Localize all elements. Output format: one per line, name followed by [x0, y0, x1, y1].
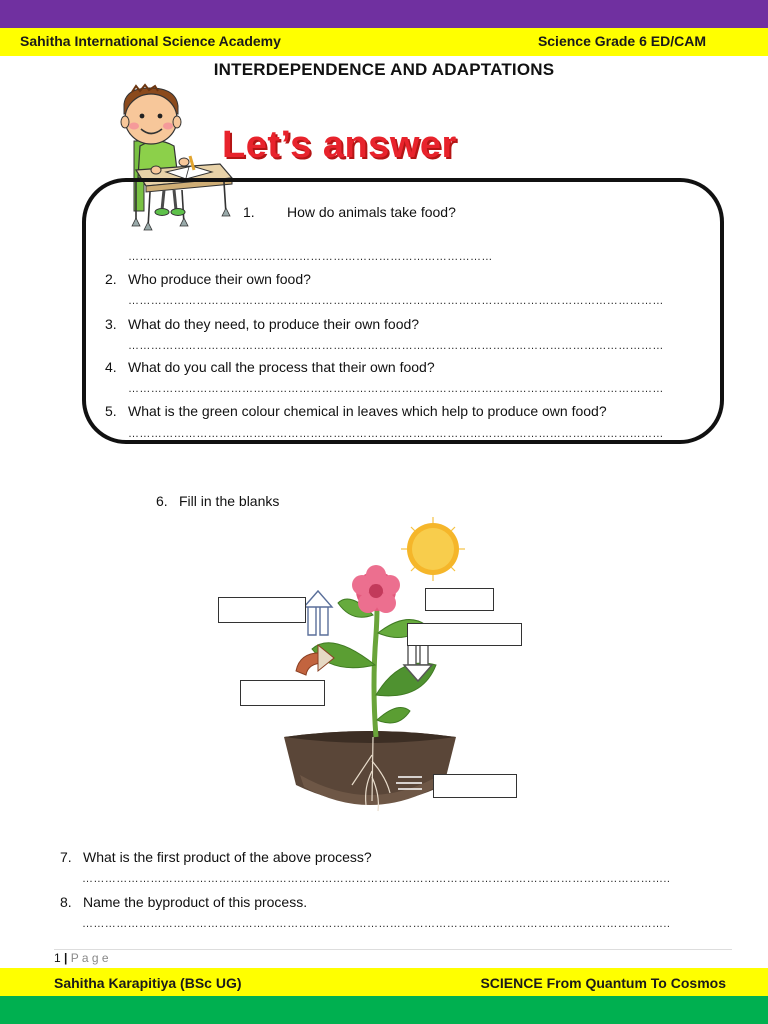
q6-number: 6. [156, 493, 168, 509]
soil-icon [284, 731, 456, 805]
q3-text: What do they need, to produce their own food? [128, 316, 420, 332]
footer-right-text: SCIENCE From Quantum To Cosmos [480, 975, 726, 991]
flower-icon [352, 565, 400, 613]
q4-answer-line[interactable]: …………………………………………………………………………………………………………………………… [128, 383, 664, 395]
blank-box-1[interactable] [218, 597, 306, 623]
up-arrow-icon [304, 591, 332, 635]
q6-text: Fill in the blanks [179, 493, 280, 509]
page-number-value: 1 [54, 951, 61, 965]
page-number [54, 951, 109, 965]
footer-left-text: Sahitha Karapitiya (BSc UG) [54, 975, 242, 991]
blank-box-2[interactable] [425, 588, 494, 611]
page-divider [54, 949, 732, 950]
q2-text: Who produce their own food? [128, 271, 311, 287]
bottom-green-bar [0, 996, 768, 1024]
q5-answer-line[interactable]: …………………………………………………………………………………………………………………………… [128, 428, 664, 440]
q1-text: How do animals take food? [287, 204, 456, 220]
q4-number: 4. [105, 359, 117, 375]
blank-box-4[interactable] [240, 680, 325, 706]
q2-answer-line[interactable]: …………………………………………………………………………………………………………………………… [128, 295, 664, 307]
q8-answer-line[interactable]: ……………………………………………………………………………………………………………………………………….. [82, 918, 671, 930]
q3-answer-line[interactable]: …………………………………………………………………………………………………………………………… [128, 340, 664, 352]
sun-icon [401, 517, 465, 581]
top-purple-bar [0, 0, 768, 28]
q7-answer-line[interactable]: ……………………………………………………………………………………………………………………………………….. [82, 873, 671, 885]
q1-answer-line[interactable]: …………………………………………………………………………………… [128, 251, 493, 263]
header-left-text: Sahitha International Science Academy [20, 33, 281, 49]
q5-text: What is the green colour chemical in leaves which help to produce own food? [128, 403, 607, 419]
q8-text: Name the byproduct of this process. [83, 894, 308, 910]
q7-text: What is the first product of the above process? [83, 849, 372, 865]
q1-number: 1. [243, 204, 255, 220]
header-right-text: Science Grade 6 ED/CAM [537, 33, 706, 49]
q3-number: 3. [105, 316, 117, 332]
lets-answer-banner: Let’s answer [222, 124, 457, 166]
blank-box-3[interactable] [407, 623, 522, 646]
page-title: INTERDEPENDENCE AND ADAPTATIONS [213, 60, 555, 79]
q5-number: 5. [105, 403, 117, 419]
q2-number: 2. [105, 271, 117, 287]
q7-number: 7. [60, 849, 72, 865]
page-separator: | [64, 951, 68, 965]
q4-text: What do you call the process that their own food? [128, 359, 435, 375]
q8-number: 8. [60, 894, 72, 910]
page-label: P a g e [70, 951, 109, 965]
blank-box-5[interactable] [433, 774, 517, 798]
